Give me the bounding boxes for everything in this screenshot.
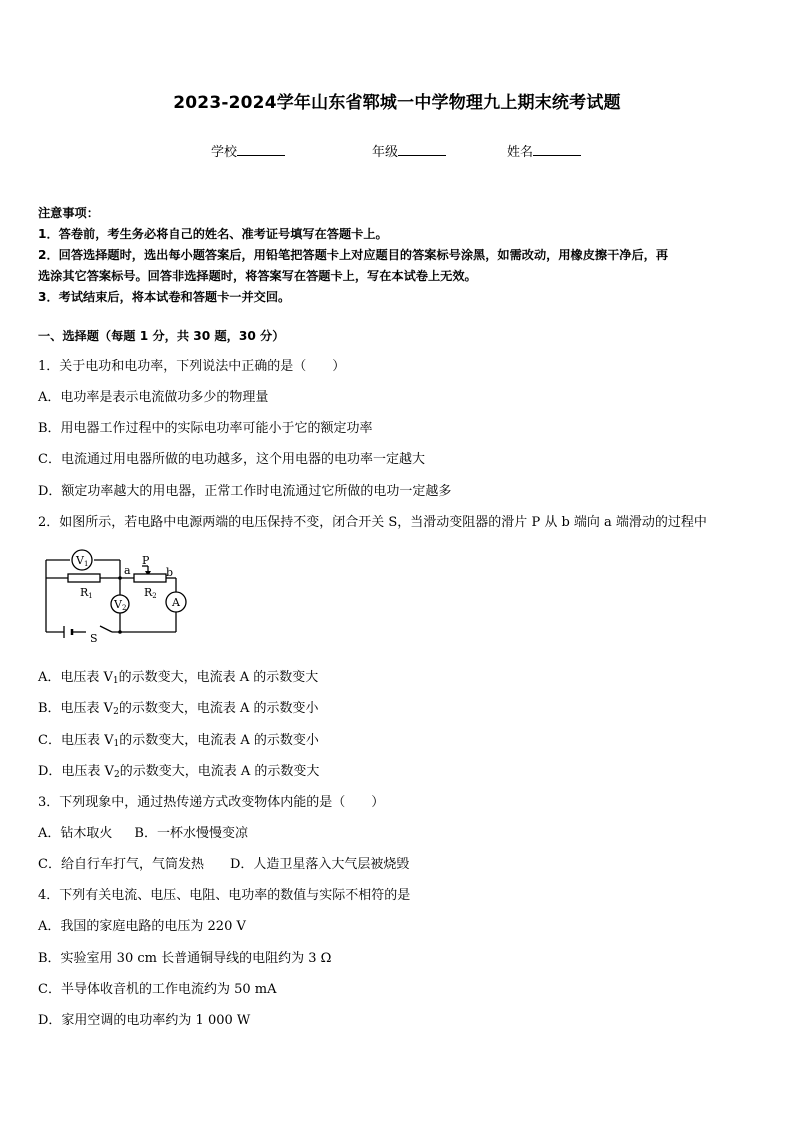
q4-option-a: A．我国的家庭电路的电压为 220 V bbox=[38, 919, 246, 934]
junction-dot bbox=[118, 576, 122, 580]
q1-option-a: A．电功率是表示电流做功多少的物理量 bbox=[38, 390, 269, 405]
q3-option-c: C．给自行车打气，气筒发热 bbox=[38, 857, 204, 872]
q1-option-c: C．电流通过用电器所做的电功越多，这个用电器的电功率一定越大 bbox=[38, 452, 425, 467]
notice-heading: 注意事项： bbox=[38, 206, 99, 220]
notice-item: 3．考试结束后，将本试卷和答题卡一并交回。 bbox=[38, 290, 291, 304]
slider-p-label: P bbox=[142, 554, 150, 567]
grade-field[interactable] bbox=[372, 141, 446, 160]
name-blank[interactable] bbox=[533, 143, 581, 156]
r1-label: R1 bbox=[80, 586, 93, 600]
section-heading: 一、选择题（每题 1 分，共 30 题，30 分） bbox=[38, 329, 285, 343]
grade-label: 年级 bbox=[372, 145, 399, 160]
q1-option-b: B．用电器工作过程中的实际电功率可能小于它的额定功率 bbox=[38, 421, 373, 436]
q3-stem: 3．下列现象中，通过热传递方式改变物体内能的是（ ） bbox=[38, 795, 385, 810]
q2-option-c: C．电压表 $V_1$的示数变大，电流表 A 的示数变小 bbox=[38, 733, 319, 749]
q2-option-b: B．电压表 $V_2$的示数变大，电流表 A 的示数变小 bbox=[38, 701, 319, 717]
school-label: 学校 bbox=[211, 145, 238, 160]
q1-stem: 1．关于电功和电功率，下列说法中正确的是（ ） bbox=[38, 359, 346, 374]
rheostat-r2 bbox=[134, 574, 166, 582]
notice-item: 选涂其它答案标号。回答非选择题时，将答案写在答题卡上，写在本试卷上无效。 bbox=[38, 269, 477, 283]
name-field[interactable] bbox=[507, 141, 581, 160]
r2-label: R2 bbox=[144, 586, 157, 600]
terminal-b-label: b bbox=[166, 566, 174, 579]
junction-dot bbox=[118, 630, 122, 634]
notice-item: 1．答卷前，考生务必将自己的姓名、准考证号填写在答题卡上。 bbox=[38, 227, 388, 241]
circuit-diagram bbox=[38, 546, 198, 646]
ammeter-label: A bbox=[172, 596, 180, 609]
q2-option-d: D．电压表 $V_2$的示数变大，电流表 A 的示数变大 bbox=[38, 764, 320, 780]
q3-option-d: D．人造卫星落入大气层被烧毁 bbox=[229, 857, 410, 872]
q3-options-ab bbox=[38, 822, 248, 841]
q3-option-a: A．钻木取火 bbox=[38, 826, 113, 841]
name-label: 姓名 bbox=[507, 145, 534, 160]
q3-options-cd bbox=[38, 853, 409, 872]
grade-blank[interactable] bbox=[398, 143, 446, 156]
q4-stem: 4．下列有关电流、电压、电阻、电功率的数值与实际不相符的是 bbox=[38, 888, 411, 903]
school-blank[interactable] bbox=[237, 143, 285, 156]
q4-option-b: B．实验室用 30 cm 长普通铜导线的电阻约为 3 Ω bbox=[38, 951, 332, 966]
switch-s-label: S bbox=[90, 632, 98, 645]
school-field[interactable] bbox=[211, 141, 285, 160]
q4-option-c: C．半导体收音机的工作电流约为 50 mA bbox=[38, 982, 277, 997]
notice-item: 2．回答选择题时，选出每小题答案后，用铅笔把答题卡上对应题目的答案标号涂黑，如需改动，用橡皮擦干净后，再 bbox=[38, 248, 669, 262]
terminal-a-label: a bbox=[124, 564, 131, 577]
v2-label: V2 bbox=[114, 598, 127, 612]
q2-stem: 2．如图所示，若电路中电源两端的电压保持不变，闭合开关 S，当滑动变阻器的滑片 P 从 b 端向 a 端滑动的过程中 bbox=[38, 515, 707, 530]
student-info bbox=[0, 141, 794, 161]
v1-label: V1 bbox=[76, 554, 89, 568]
exam-title: 2023-2024学年山东省郓城一中学物理九上期末统考试题 bbox=[173, 93, 621, 113]
q4-option-d: D．家用空调的电功率约为 1 000 W bbox=[38, 1013, 251, 1028]
q3-option-b: B．一杯水慢慢变凉 bbox=[134, 826, 248, 841]
notice-block bbox=[38, 203, 758, 308]
resistor-r1 bbox=[68, 574, 100, 582]
q1-option-d: D．额定功率越大的用电器，正常工作时电流通过它所做的电功一定越多 bbox=[38, 484, 452, 499]
q2-option-a: A．电压表 $V_1$的示数变大，电流表 A 的示数变大 bbox=[38, 670, 319, 686]
